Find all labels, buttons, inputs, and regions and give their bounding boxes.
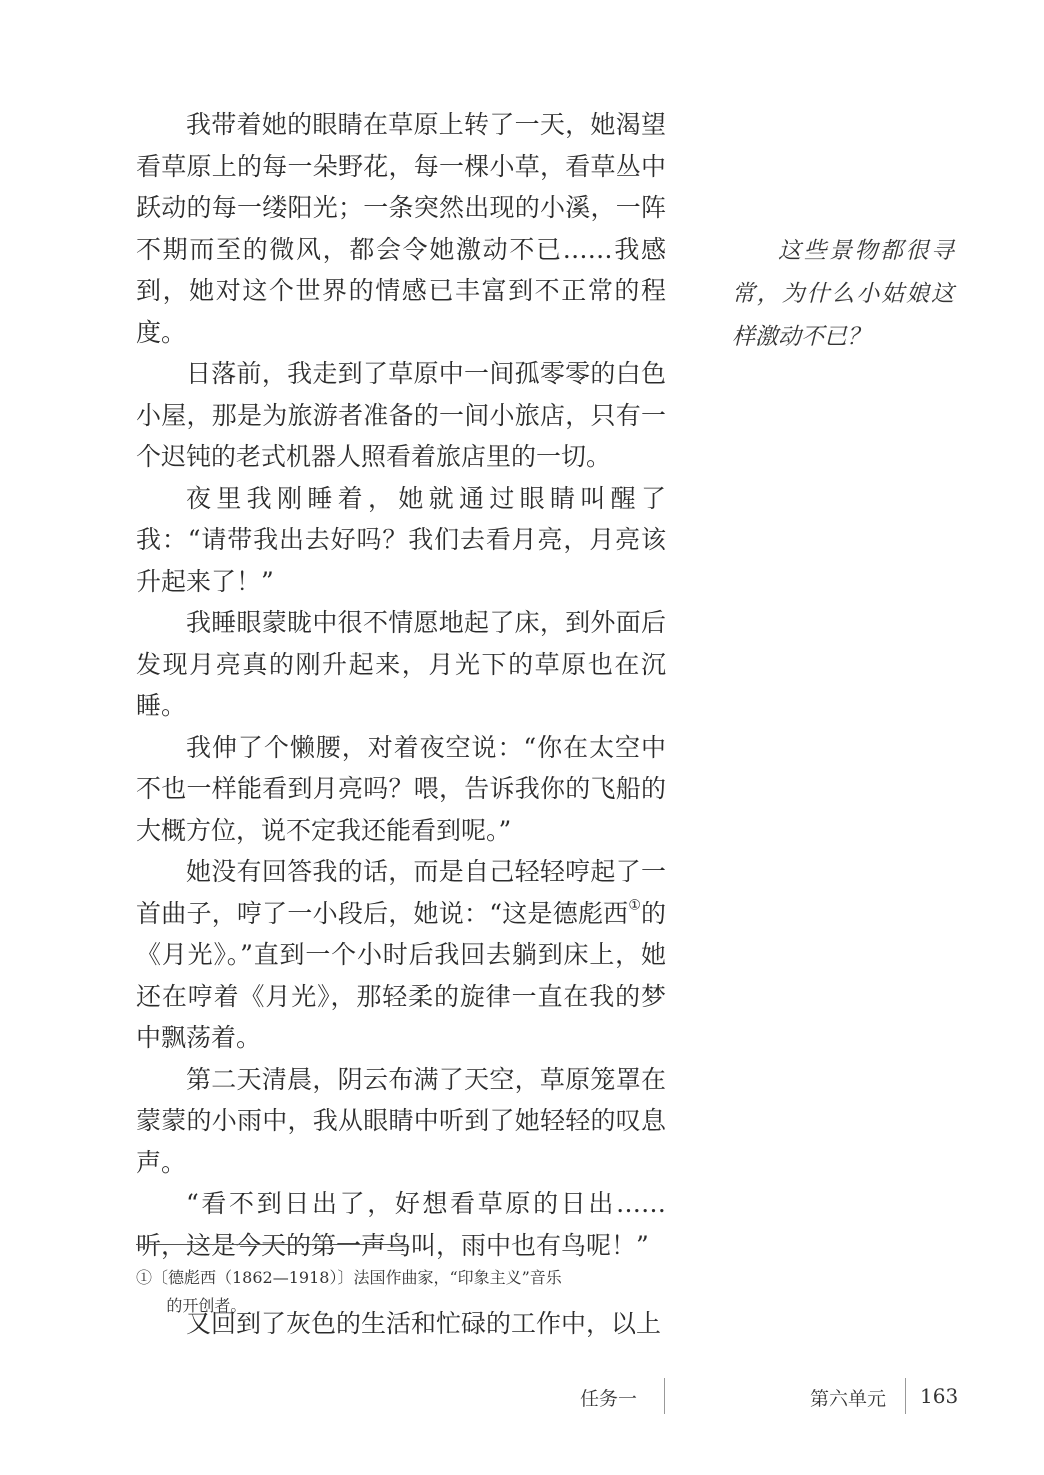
footnote-marker[interactable]: ①	[628, 897, 641, 914]
paragraph-2: 日落前，我走到了草原中一间孤零零的白色小屋，那是为旅游者准备的一间小旅店，只有一个迟钝的老式机器人照看着旅店里的一切。	[136, 359, 666, 471]
footer-task-label: 任务一	[580, 1388, 638, 1410]
footer-divider	[664, 1378, 665, 1414]
paragraph-9: 又回到了灰色的生活和忙碌的工作中，以上	[186, 1309, 662, 1338]
footnote: ①〔德彪西（1862—1918）〕法国作曲家，“印象主义”音乐的开创者。	[136, 1268, 562, 1315]
main-text	[136, 104, 666, 1345]
page-number: 163	[920, 1384, 959, 1408]
paragraph-6	[136, 851, 666, 1059]
paragraph-6-start: 她没有回答我的话，而是自己轻轻哼起了一首曲子，哼了一小段后，她说：“这是德彪西	[136, 857, 666, 928]
paragraph-6-end: 的《月光》。”直到一个小时后我回去躺到床上，她还在哼着《月光》，那轻柔的旋律一直在我的梦中飘荡着。	[136, 898, 666, 1052]
paragraph-1: 我带着她的眼睛在草原上转了一天，她渴望看草原上的每一朵野花，每一棵小草，看草丛中跃动的每一缕阳光；一条突然出现的小溪，一阵不期而至的微风，都会令她激动不已……我感到，她对这个世界的情感已丰富到不正常的程度。	[136, 110, 666, 347]
footer-unit-label: 第六单元	[810, 1388, 887, 1410]
paragraph-4: 我睡眼蒙眬中很不情愿地起了床，到外面后发现月亮真的刚升起来，月光下的草原也在沉睡。	[136, 608, 666, 720]
paragraph-8: “看不到日出了，好想看草原的日出……听，这是今天的第一声鸟叫，雨中也有鸟呢！”	[136, 1189, 666, 1260]
paragraph-3: 夜里我刚睡着，她就通过眼睛叫醒了我：“请带我出去好吗？我们去看月亮，月亮该升起来了！”	[136, 483, 666, 596]
paragraph-5: 我伸了个懒腰，对着夜空说：“你在太空中不也一样能看到月亮吗？喂，告诉我你的飞船的大概方位，说不定我还能看到呢。”	[136, 732, 666, 845]
side-note-text: 这些景物都很寻常，为什么小姑娘这样激动不已？	[732, 238, 954, 350]
paragraph-7: 第二天清晨，阴云布满了天空，草原笼罩在蒙蒙的小雨中，我从眼睛中听到了她轻轻的叹息声。	[136, 1064, 666, 1177]
footnote-divider	[136, 1244, 408, 1245]
footer-divider	[905, 1378, 906, 1414]
side-note	[732, 230, 954, 359]
